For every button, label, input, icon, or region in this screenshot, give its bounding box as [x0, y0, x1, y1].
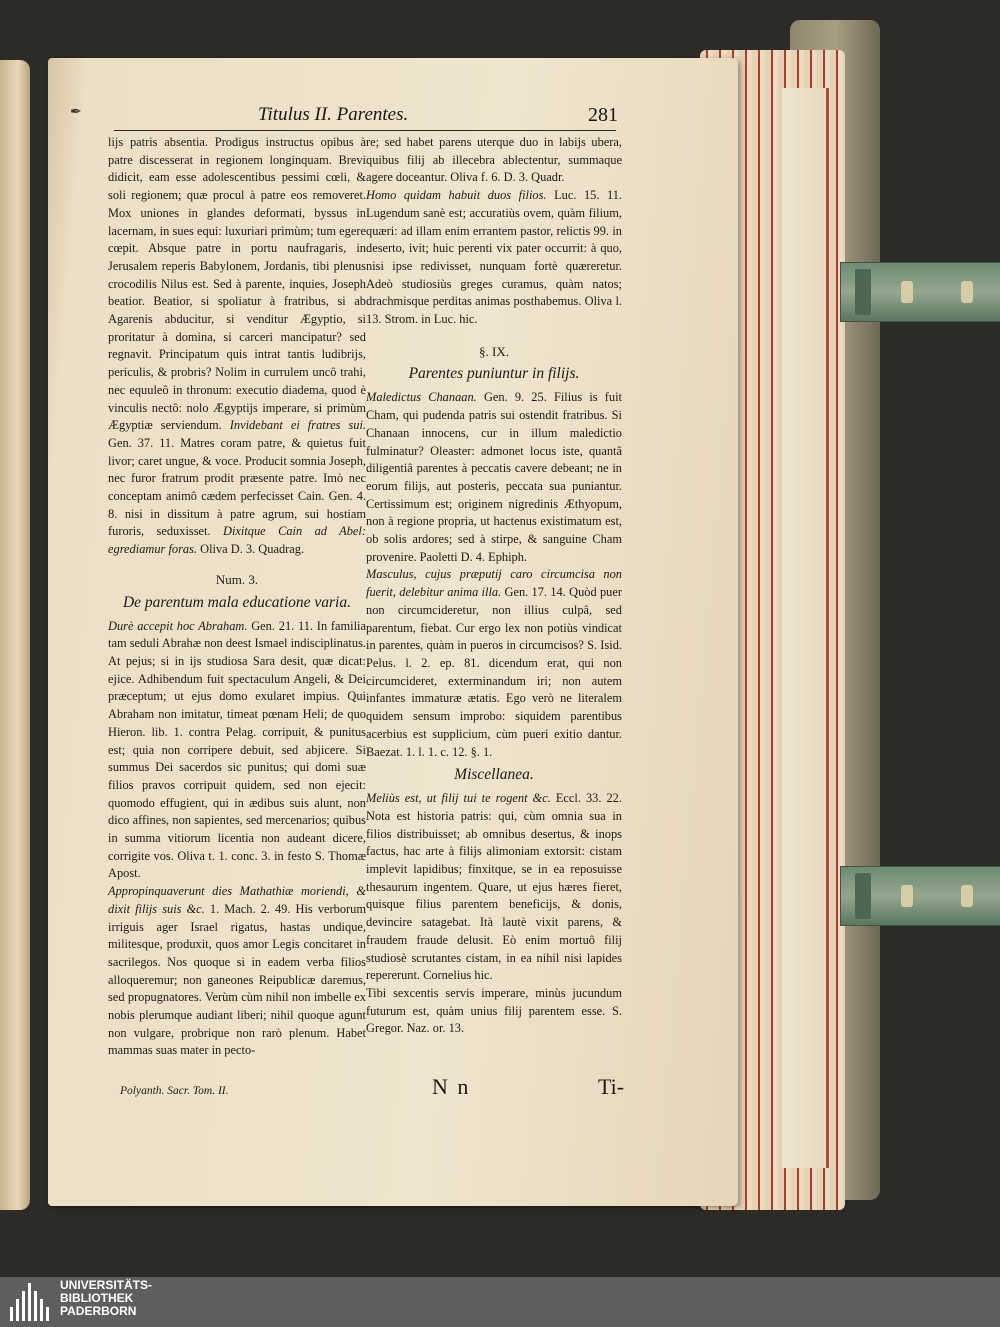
catchword: Ti- — [598, 1074, 625, 1099]
section-number: §. IX. — [479, 343, 509, 359]
paragraph: re; sed habet parens uterque duo in labijs ubera, quibus filij ab illecebra ablectentur, summaque agere doceantur. Oliva f. 6. D. 3. Quadr. — [366, 135, 622, 185]
page-header — [118, 104, 618, 132]
left-column — [108, 134, 366, 1060]
header-rule — [114, 130, 616, 131]
library-name: UNIVERSITÄTS- BIBLIOTHEK PADERBORN — [60, 1278, 153, 1318]
signature-mark: N n — [432, 1074, 471, 1099]
quote: Tibi sexcentis servis imperare, minùs jucundum futurum est, quàm unius filij parentem esse. S. Gregor. Naz. or. 13. — [366, 985, 622, 1036]
lower-clasp — [840, 866, 1000, 926]
running-title: Titulus II. Parentes. — [258, 104, 409, 125]
paragraph: Masculus, cujus præputij caro circumcisa non fuerit, delebitur anima illa. Gen. 17. 14. Quòd puer non circumcideretur, non illius culpâ, sed parentum, fiebat. Cur ergo lex non potiùs vindicat in parentes, quàm in pueros in circumcisos? S. Isid. Pelus. l. 2. ep. 81. dicendum erat, qui non circumcideret, exterminandum iri; non autem infantes immaturæ ætatis. Ego verò ne literalem quidem sensum improbo: siquidem parentibus acerbius est supplicium, cùm pueri exitio dantur. Baezat. 1. l. 1. c. 12. §. 1. — [366, 567, 622, 759]
section-heading-miscellanea: Miscellanea. — [454, 766, 534, 784]
ink-mark: ✒ — [70, 105, 82, 120]
paragraph: Meliùs est, ut filij tui te rogent &c. Eccl. 33. 22. Nota est historia patris: qui, cùm omnia sua in filios distribuisset; ab omnibus desertus, & inops factus, hac arte à filijs alimoniam extorsit: cistam implevit lapidibus; finxitque, se in ea reposuisse thesaurum ingentem. Quare, ut ejus hæres fieret, quisque filius parentem beneficijs, & donis, devincire satagebat. Ità lautè vixit parens, & fraudem fraude delusit. Eò enim mortuô filij studiosè scrutantes cistam, in ea nihil nisi lapides repererunt. Cornelius hic. — [366, 791, 622, 983]
paragraph: Maledictus Chanaan. Gen. 9. 25. Filius is fuit Cham, qui pudenda patris sui ostendit fratribus. Si Chanaan innocens, cur in illum maledictio fulminatur? Oleaster: admonet locus iste, quantâ diligentiâ parentes à peccatis cavere debeant; ne in eorum filijs, aut posteris, peccata sua puniantur. Certissimum est; originem nigredinis Æthyopum, non à regione propria, ut hactenus existimatum est, ob solis ardores; sed à stirpe, & sanguine Cham provenire. Paoletti D. 4. Ephiph. — [366, 390, 622, 564]
right-column — [366, 134, 622, 1038]
signature-left: Polyanth. Sacr. Tom. II. — [120, 1085, 229, 1097]
paragraph: Durè accepit hoc Abraham. Gen. 21. 11. In familia tam seduli Abrahæ non deest Ismael indisciplinatus. At pejus; si in ijs studiosa Sara desit, quæ dicat: ejice. Adhibendum fuit spectaculum Angeli, & Dei præceptum; ut ejus domo exularet impius. Qui Abraham non imitatur, timeat pœnam Heli; de quo Hieron. lib. 1. contra Pelag. corripuit, & punitus est; quia non corripere debuit, sed abjicere. Si summus Dei sacerdos sic punitus; qui domi suæ filios pravos corripuit quidem, sed non ejecit: quomodo effugient, qui in ædibus suis alunt, non dico affines, non sapientes, sed mercenarios; quibus in summa vitiorum licentia non audeant dicere, corrigite vos. Oliva t. 1. conc. 3. in festo S. Thomæ Apost. — [108, 618, 366, 881]
section-heading: De parentum mala educatione varia. — [122, 593, 351, 611]
paragraph: lijs patris absentia. Prodigus instructus opibus à patre discesserat in regionem longinquam. Brevi didicit, eam esse adolescentibus pessimi cœli, & soli regionem; quæ procul à patre eos removeret. Mox uniones in glandes deformati, byssus in lacernam, in sues equi: luxuriari primùm; tum egere cœpit. Absque patre in portu naufragaris, in Jerusalem reperis Babylonem, Jordanis, tibi plenus crocodilis Nilus est. Sed à parente, inquies, Joseph beatior. Beatior, si spoliatur à fratribus, si ab Agarenis abducitur, si venditur Ægyptio, si proritatur à domina, si carceri mancipatur? sed regnavit. Principatum quis intrat tantis ludibrijs, periculis, & probris? Nolim in currulem uncô trahi, nec equuleô in thronum: executio diadema, quod è vinculis nectô: nolo Ægyptijs imperare, si primùm Ægyptiæ serviendum. Invidebant ei fratres sui. Gen. 37. 11. Matres coram patre, & quietus fuit livor; caret ungue, & voce. Producit somnia Joseph, nec furor fratrum prodit præsente patre. Imò nec conceptam animô cædem perfecisset Cain. Gen. 4. 8. nisi in dissitum à patre agrum, sui hostiam furoris, seduxisset. Dixitque Cain ad Abel: egrediamur foras. Oliva D. 3. Quadrag. — [108, 135, 366, 557]
upper-clasp — [840, 262, 1000, 322]
previous-page-edge — [0, 60, 30, 1210]
inner-pages — [782, 88, 829, 1168]
library-logo-icon — [10, 1281, 52, 1321]
section-heading: Parentes puniuntur in filijs. — [408, 365, 580, 383]
paragraph: Appropinquaverunt dies Mathathiæ moriendi, & dixit filijs suis &c. 1. Mach. 2. 49. His verborum irriguis ager Israel rigatus, hastas undique, militesque, produxit, quos amor Legis concitaret in sacrilegos. Nos quoque si in eadem verba filios alloqueremur; non ganeones Reipublicæ daremus, sed propugnatores. Verùm cùm nihil non imbelle ex nobis plerumque audiant liberi; nihil quoque agunt non vulgare, probrique non rarò plenum. Habet mammas suas mater in pecto- — [108, 884, 366, 1058]
number-label: Num. 3. — [215, 571, 259, 587]
paragraph: Homo quidam habuit duos filios. Luc. 15. 11. Lugendum sanè est; accuratiùs ovem, quàm filium, quæri: ad illam enim errantem pastor, relictis 99. in deserto, ivit; huic perenti vix pater occurrit: à quo, nisi ipse redivisset, nunquam fortè quæreretur. Adeò studiosiùs greges curamus, quàm natos; drachmisque perditas animas posthabemus. Oliva l. 13. Strom. in Luc. hic. — [366, 188, 622, 327]
page-number: 281 — [588, 104, 618, 126]
